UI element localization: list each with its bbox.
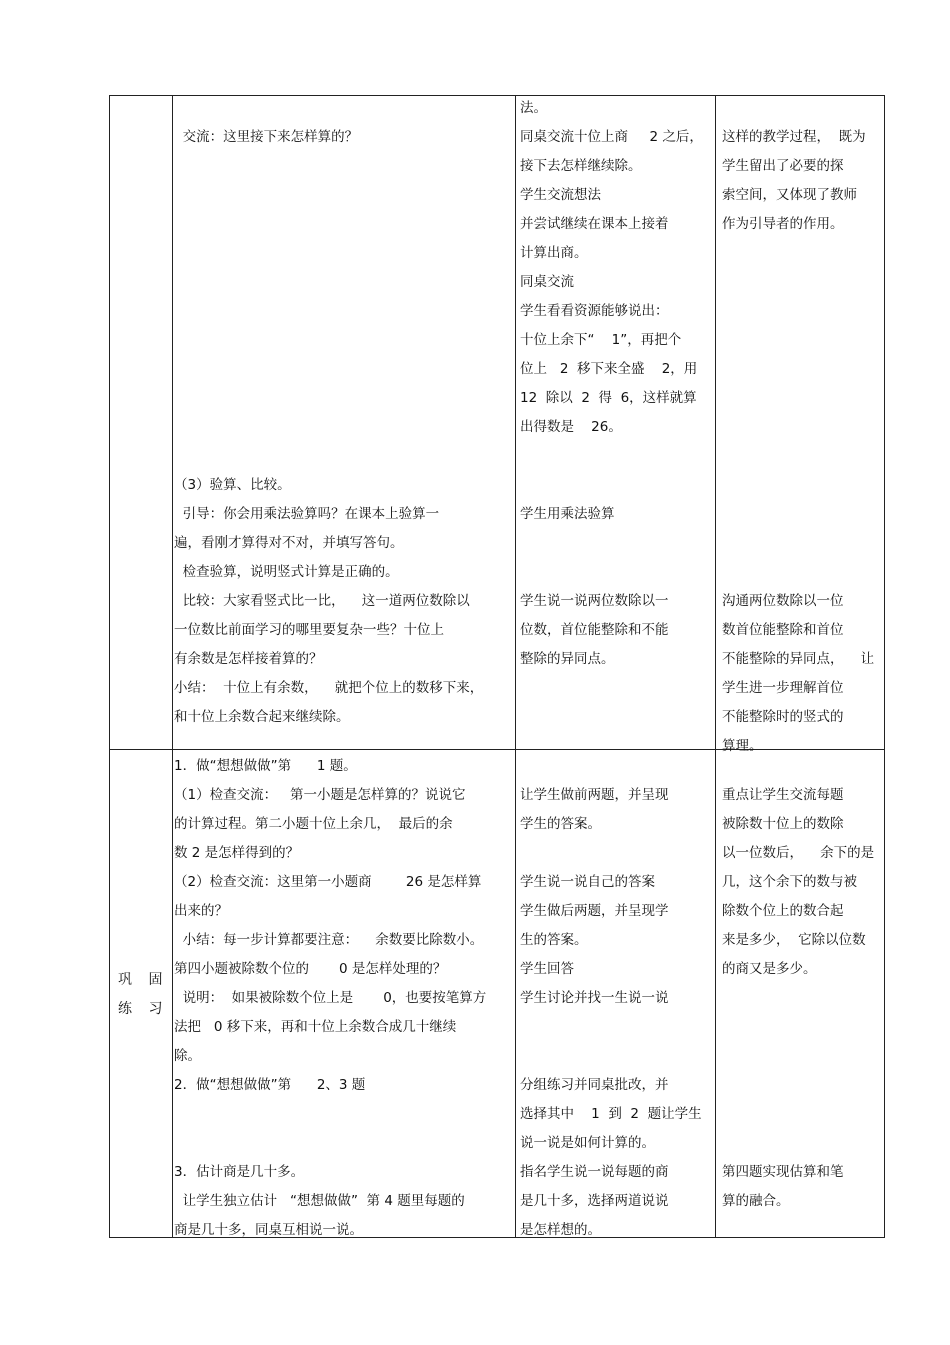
text-line: 学生回答 xyxy=(520,961,574,977)
text-line: 3．估计商是几十多。 xyxy=(174,1164,305,1180)
text-line xyxy=(722,1071,874,1100)
text-line xyxy=(722,413,874,442)
row1-teacher-activity xyxy=(174,94,483,732)
text-line xyxy=(722,442,874,471)
text-line: 这样的教学过程， 既为 xyxy=(722,129,866,145)
text-line: 选择其中 1 到 2 题让学生 xyxy=(520,1106,702,1122)
text-line xyxy=(722,384,874,413)
text-line: 交流：这里接下来怎样算的？ xyxy=(174,129,359,145)
text-line xyxy=(174,384,483,413)
text-line: 被除数十位上的数除 xyxy=(722,816,844,832)
text-line: 学生讨论并找一生说一说 xyxy=(520,990,669,1006)
text-line xyxy=(174,326,483,355)
column-divider-3 xyxy=(715,95,716,1238)
text-line xyxy=(722,239,874,268)
text-line xyxy=(722,1042,874,1071)
text-line xyxy=(174,268,483,297)
text-line: 法把 0 移下来，再和十位上余数合成几十继续 xyxy=(174,1019,457,1035)
text-line: 学生看看资源能够说出： xyxy=(520,303,669,319)
text-line: （1）检查交流： 第一小题是怎样算的？说说它 xyxy=(174,787,466,803)
text-line: 有余数是怎样接着算的？ xyxy=(174,651,323,667)
row2-teacher-activity xyxy=(174,752,486,1245)
column-divider-2 xyxy=(515,95,516,1238)
row2-design-note xyxy=(722,752,874,1216)
text-line: 说一说是如何计算的。 xyxy=(520,1135,655,1151)
table-border-left xyxy=(109,95,110,1238)
text-line xyxy=(520,529,703,558)
text-line: 学生的答案。 xyxy=(520,816,601,832)
text-line: 是几十多，选择两道说说 xyxy=(520,1193,669,1209)
text-line: 小结： 十位上有余数， 就把个位上的数移下来， xyxy=(174,680,484,696)
text-line: 分组练习并同桌批改，并 xyxy=(520,1077,669,1093)
text-line xyxy=(520,558,703,587)
text-line: 让学生做前两题，并呈现 xyxy=(520,787,669,803)
text-line xyxy=(722,529,874,558)
text-line xyxy=(722,471,874,500)
text-line: 是怎样想的。 xyxy=(520,1222,601,1238)
text-line: 出得数是 26。 xyxy=(520,419,622,435)
text-line xyxy=(174,210,483,239)
text-line: 学生交流想法 xyxy=(520,187,601,203)
text-line xyxy=(520,1013,702,1042)
text-line xyxy=(722,752,874,781)
text-line: 沟通两位数除以一位 xyxy=(722,593,844,609)
text-line: 来是多少， 它除以位数 xyxy=(722,932,866,948)
text-line: 接下去怎样继续除。 xyxy=(520,158,642,174)
text-line xyxy=(722,984,874,1013)
text-line xyxy=(520,471,703,500)
text-line xyxy=(722,1013,874,1042)
text-line xyxy=(174,1129,486,1158)
section-label-line1: 巩 固 xyxy=(118,972,169,988)
text-line: （3）验算、比较。 xyxy=(174,477,291,493)
text-line: 2．做“想想做做”第 2、3 题 xyxy=(174,1077,366,1093)
text-line: 同桌交流 xyxy=(520,274,574,290)
text-line: 小结：每一步计算都要注意： 余数要比除数小。 xyxy=(174,932,484,948)
text-line xyxy=(174,94,483,123)
text-line: 的计算过程。第二小题十位上余几， 最后的余 xyxy=(174,816,453,832)
column-divider-1 xyxy=(172,95,173,1238)
text-line: 索空间，又体现了教师 xyxy=(722,187,857,203)
text-line: 第四题实现估算和笔 xyxy=(722,1164,844,1180)
text-line: 几，这个余下的数与被 xyxy=(722,874,857,890)
text-line: 除数个位上的数合起 xyxy=(722,903,844,919)
text-line: 数 2 是怎样得到的？ xyxy=(174,845,300,861)
text-line: 学生说一说两位数除以一 xyxy=(520,593,669,609)
text-line: 算的融合。 xyxy=(722,1193,790,1209)
text-line xyxy=(174,442,483,471)
text-line xyxy=(722,94,874,123)
text-line: 作为引导者的作用。 xyxy=(722,216,844,232)
text-line: 整除的异同点。 xyxy=(520,651,615,667)
text-line: 学生用乘法验算 xyxy=(520,506,615,522)
text-line: 1．做“想想做做”第 1 题。 xyxy=(174,758,357,774)
text-line: 出来的？ xyxy=(174,903,228,919)
text-line: 数首位能整除和首位 xyxy=(722,622,844,638)
text-line xyxy=(174,1100,486,1129)
text-line: 法。 xyxy=(520,100,547,116)
table-border-right xyxy=(884,95,885,1238)
text-line xyxy=(722,1100,874,1129)
text-line: 比较：大家看竖式比一比， 这一道两位数除以 xyxy=(174,593,470,609)
text-line: （2）检查交流：这里第一小题商 26 是怎样算 xyxy=(174,874,482,890)
text-line: 同桌交流十位上商 2 之后， xyxy=(520,129,703,145)
text-line xyxy=(520,752,702,781)
text-line xyxy=(174,297,483,326)
text-line: 不能整除的异同点， 让 xyxy=(722,651,875,667)
text-line xyxy=(722,297,874,326)
text-line: 位数，首位能整除和不能 xyxy=(520,622,669,638)
text-line xyxy=(722,326,874,355)
text-line xyxy=(722,558,874,587)
text-line xyxy=(520,839,702,868)
text-line: 十位上余下“ 1”，再把个 xyxy=(520,332,682,348)
text-line: 12 除以 2 得 6，这样就算 xyxy=(520,390,697,406)
text-line: 并尝试继续在课本上接着 xyxy=(520,216,669,232)
text-line: 学生做后两题，并呈现学 xyxy=(520,903,669,919)
text-line: 学生进一步理解首位 xyxy=(722,680,844,696)
text-line: 学生说一说自己的答案 xyxy=(520,874,655,890)
text-line: 计算出商。 xyxy=(520,245,588,261)
text-line xyxy=(174,181,483,210)
text-line: 让学生独立估计 “想想做做” 第 4 题里每题的 xyxy=(174,1193,465,1209)
text-line: 重点让学生交流每题 xyxy=(722,787,844,803)
text-line xyxy=(174,355,483,384)
text-line xyxy=(722,355,874,384)
text-line: 算理。 xyxy=(722,738,763,754)
text-line xyxy=(174,152,483,181)
section-label xyxy=(118,966,168,1024)
text-line xyxy=(174,413,483,442)
text-line xyxy=(722,1129,874,1158)
text-line: 遍，看刚才算得对不对，并填写答句。 xyxy=(174,535,404,551)
text-line: 第四小题被除数个位的 0 是怎样处理的？ xyxy=(174,961,447,977)
text-line: 指名学生说一说每题的商 xyxy=(520,1164,669,1180)
text-line: 检查验算，说明竖式计算是正确的。 xyxy=(174,564,399,580)
text-line xyxy=(722,500,874,529)
text-line: 不能整除时的竖式的 xyxy=(722,709,844,725)
text-line xyxy=(520,1042,702,1071)
text-line xyxy=(174,239,483,268)
text-line: 以一位数后， 余下的是 xyxy=(722,845,875,861)
row2-student-activity xyxy=(520,752,702,1245)
text-line: 除。 xyxy=(174,1048,201,1064)
text-line: 商是几十多，同桌互相说一说。 xyxy=(174,1222,363,1238)
text-line: 学生留出了必要的探 xyxy=(722,158,844,174)
row1-design-note xyxy=(722,94,874,761)
text-line: 一位数比前面学习的哪里要复杂一些？十位上 xyxy=(174,622,444,638)
text-line: 说明： 如果被除数个位上是 0，也要按笔算方 xyxy=(174,990,487,1006)
text-line: 位上 2 移下来全盛 2，用 xyxy=(520,361,698,377)
text-line xyxy=(520,442,703,471)
text-line: 引导：你会用乘法验算吗？在课本上验算一 xyxy=(174,506,440,522)
text-line: 生的答案。 xyxy=(520,932,588,948)
row1-student-activity xyxy=(520,94,703,674)
section-label-line2: 练 习 xyxy=(118,1001,169,1017)
text-line xyxy=(722,268,874,297)
text-line: 和十位上余数合起来继续除。 xyxy=(174,709,350,725)
text-line: 的商又是多少。 xyxy=(722,961,817,977)
